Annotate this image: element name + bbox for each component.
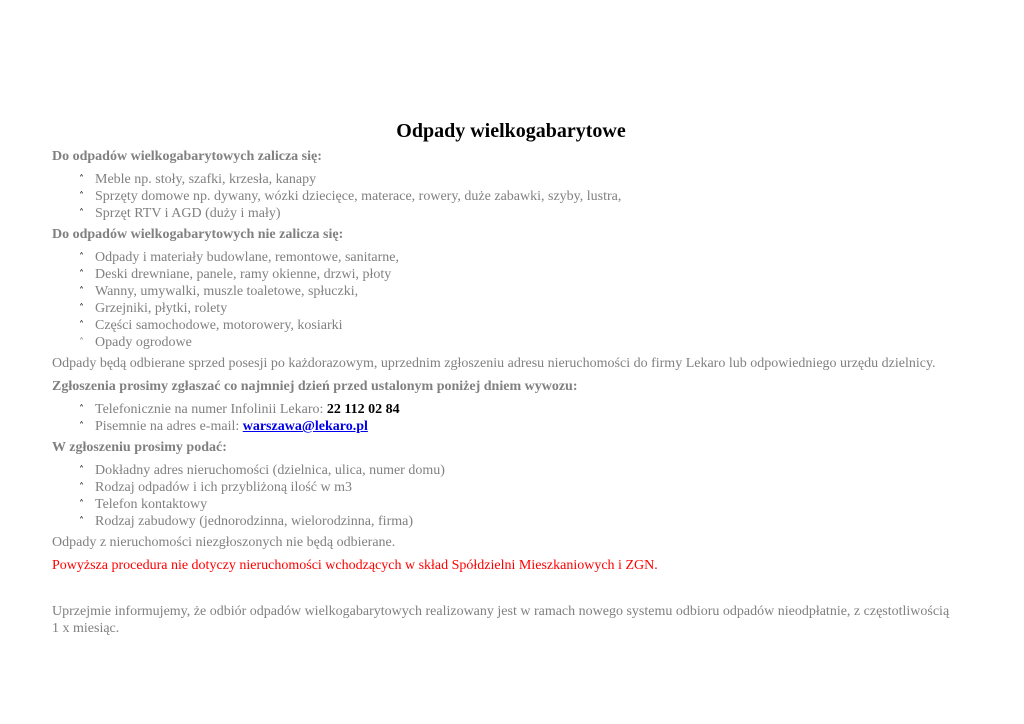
list-item: ˄ Części samochodowe, motorowery, kosiarki — [79, 318, 343, 333]
section-heading-excluded: Do odpadów wielkogabarytowych nie zalicza się: — [52, 227, 344, 242]
bullet-icon: ˄ — [79, 269, 84, 280]
unreported-notice: Odpady z nieruchomości niezgłoszonych nie będą odbierane. — [52, 535, 396, 550]
reporting-list — [52, 401, 952, 435]
details-list — [52, 462, 952, 530]
bullet-icon: ˄ — [79, 191, 84, 202]
bullet-icon: ˄ — [79, 421, 84, 432]
bullet-icon: ˄ — [79, 337, 84, 348]
bullet-icon: ˄ — [79, 516, 84, 527]
frequency-info-paragraph: Uprzejmie informujemy, że odbiór odpadów wielkogabarytowych realizowany jest w ramach nowego systemu odbioru odpadów nieodpłatnie, z częstotliwością 1 x miesiąc. — [52, 604, 950, 636]
bullet-icon: ˄ — [79, 482, 84, 493]
excluded-list — [52, 249, 952, 351]
email-label: Pisemnie na adres e-mail: — [95, 419, 243, 434]
list-item — [79, 401, 952, 418]
list-item: ˄ Telefon kontaktowy — [79, 497, 208, 512]
included-list — [52, 171, 952, 222]
spacer — [52, 580, 952, 603]
list-item: ˄ Wanny, umywalki, muszle toaletowe, spłuczki, — [79, 284, 359, 299]
bullet-icon: ˄ — [79, 303, 84, 314]
bullet-icon: ˄ — [79, 174, 84, 185]
bullet-icon: ˄ — [79, 208, 84, 219]
list-item: ˄ Sprzęt RTV i AGD (duży i mały) — [79, 206, 281, 221]
list-item: ˄ Rodzaj zabudowy (jednorodzinna, wielorodzinna, firma) — [79, 514, 414, 529]
list-item — [79, 418, 952, 435]
section-heading-included: Do odpadów wielkogabarytowych zalicza się: — [52, 149, 322, 164]
list-item: ˄ Deski drewniane, panele, ramy okienne, drzwi, płoty — [79, 267, 392, 282]
bullet-icon: ˄ — [79, 320, 84, 331]
list-item: ˄ Meble np. stoły, szafki, krzesła, kanapy — [79, 172, 317, 187]
bullet-icon: ˄ — [79, 404, 84, 415]
bullet-icon: ˄ — [79, 252, 84, 263]
list-item: ˄ Opady ogrodowe — [79, 335, 192, 350]
section-heading-details: W zgłoszeniu prosimy podać: — [52, 440, 227, 455]
document-page — [52, 118, 952, 643]
pickup-info-paragraph: Odpady będą odbierane sprzed posesji po każdorazowym, uprzednim zgłoszeniu adresu nieruchomości do firmy Lekaro lub odpowiedniego urzędu dzielnicy. — [52, 356, 936, 371]
list-item: ˄ Dokładny adres nieruchomości (dzielnica, ulica, numer domu) — [79, 463, 445, 478]
list-item: ˄ Grzejniki, płytki, rolety — [79, 301, 228, 316]
bullet-icon: ˄ — [79, 286, 84, 297]
email-link[interactable]: warszawa@lekaro.pl — [242, 419, 368, 434]
exclusion-warning: Powyższa procedura nie dotyczy nieruchomości wchodzących w skład Spółdzielni Mieszkaniowych i ZGN. — [52, 558, 658, 573]
phone-label: Telefonicznie na numer Infolinii Lekaro: — [95, 402, 327, 417]
page-title: Odpady wielkogabarytowe — [396, 120, 626, 142]
bullet-icon: ˄ — [79, 499, 84, 510]
phone-number: 22 112 02 84 — [326, 402, 400, 417]
list-item: ˄ Odpady i materiały budowlane, remontowe, sanitarne, — [79, 250, 400, 265]
bullet-icon: ˄ — [79, 465, 84, 476]
section-heading-reporting: Zgłoszenia prosimy zgłaszać co najmniej dzień przed ustalonym poniżej dniem wywozu: — [52, 379, 578, 394]
list-item: ˄ Rodzaj odpadów i ich przybliżoną ilość w m3 — [79, 480, 352, 495]
list-item: ˄ Sprzęty domowe np. dywany, wózki dziecięce, materace, rowery, duże zabawki, szyby, lustra, — [79, 189, 622, 204]
